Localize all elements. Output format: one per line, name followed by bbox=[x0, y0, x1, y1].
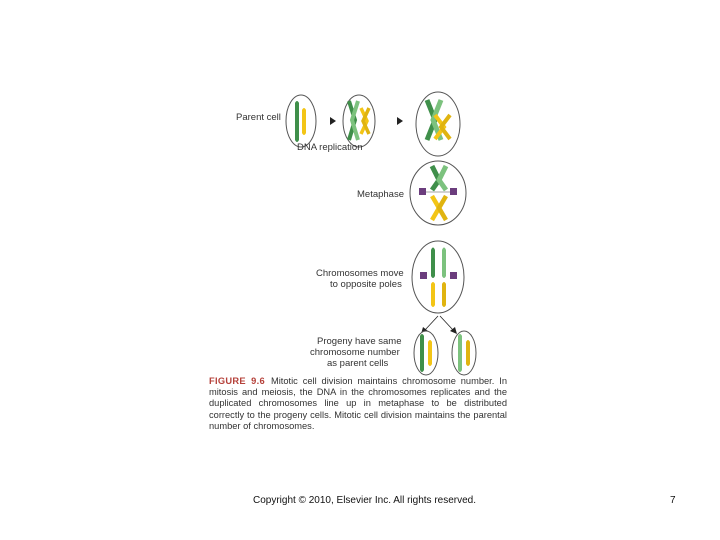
arrow-1 bbox=[330, 117, 336, 125]
label-chromosomes-move-1: Chromosomes move bbox=[316, 268, 404, 279]
figure-label: FIGURE 9.6 bbox=[209, 376, 265, 386]
progeny-cell-right bbox=[452, 331, 476, 375]
page-number: 7 bbox=[670, 495, 676, 506]
label-progeny-2: chromosome number bbox=[310, 347, 400, 358]
replicated-cell bbox=[416, 92, 460, 156]
label-dna-replication: DNA replication bbox=[297, 142, 363, 153]
label-parent-cell: Parent cell bbox=[236, 112, 281, 123]
figure-caption bbox=[209, 376, 507, 432]
metaphase-cell bbox=[410, 161, 466, 225]
arrow-2 bbox=[397, 117, 403, 125]
progeny-cell-left bbox=[414, 331, 438, 375]
label-chromosomes-move-2: to opposite poles bbox=[330, 279, 402, 290]
replicating-cell bbox=[343, 95, 375, 147]
anaphase-cell bbox=[412, 241, 464, 313]
label-metaphase: Metaphase bbox=[357, 189, 405, 200]
label-progeny-1: Progeny have same bbox=[317, 336, 402, 347]
copyright-text: Copyright © 2010, Elsevier Inc. All rights reserved. bbox=[253, 495, 477, 506]
caption-text: Mitotic cell division maintains chromosome number. In mitosis and meiosis, the DNA in the chromosomes replicates and the duplicated chromosomes line up in metaphase to be distributed correctly to the progeny cells. Mitotic cell division maintains the parental number of chromosomes. bbox=[209, 376, 507, 431]
label-progeny-3: as parent cells bbox=[327, 358, 389, 369]
parent-cell bbox=[286, 95, 316, 147]
